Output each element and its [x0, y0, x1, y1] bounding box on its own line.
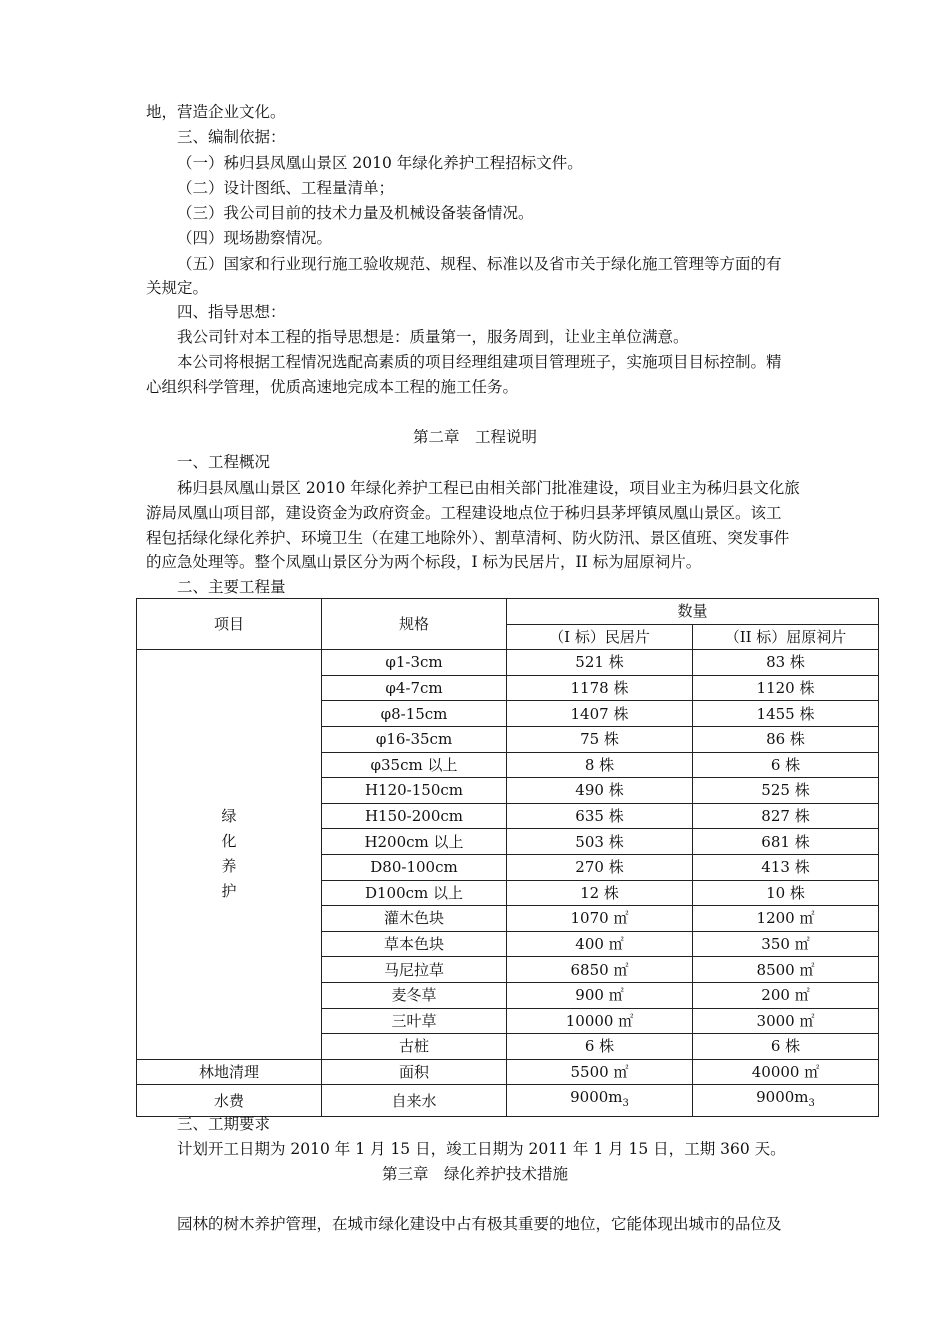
table-row	[137, 650, 879, 676]
group-label-greening	[137, 650, 322, 1060]
lot2-cell: 1455 株	[693, 701, 879, 727]
lot2-cell: 1120 株	[693, 675, 879, 701]
spec-cell: 草本色块	[322, 931, 507, 957]
group-char: 化	[221, 832, 237, 851]
lot1-cell: 75 株	[507, 726, 693, 752]
lot1-cell: 1178 株	[507, 675, 693, 701]
spec-cell: 马尼拉草	[322, 957, 507, 983]
lot2-cell: 200 ㎡	[693, 982, 879, 1008]
quantities-heading: 二、主要工程量	[177, 578, 286, 596]
lot1-cell: 8 株	[507, 752, 693, 778]
lot1-cell: 6 株	[507, 1034, 693, 1060]
lot2-cell: 6 株	[693, 1034, 879, 1060]
spec-cell: H150-200cm	[322, 803, 507, 829]
lot2-value: 9000m	[756, 1088, 809, 1107]
spec-cell: 古桩	[322, 1034, 507, 1060]
quantities-table	[136, 598, 879, 1117]
chapter-2-title: 第二章 工程说明	[412, 428, 537, 446]
lot1-cell: 521 株	[507, 650, 693, 676]
overview-line-2: 游局凤凰山项目部，建设资金为政府资金。工程建设地点位于秭归县茅坪镇凤凰山景区。该工	[146, 504, 782, 522]
chapter-3-paragraph-1: 园林的树木养护管理，在城市绿化建设中占有极其重要的地位，它能体现出城市的品位及	[177, 1215, 782, 1233]
spec-cell: φ1-3cm	[322, 650, 507, 676]
header-item: 项目	[137, 599, 322, 650]
item-cell: 林地清理	[137, 1059, 322, 1085]
spec-cell: H200cm 以上	[322, 829, 507, 855]
spec-cell: φ4-7cm	[322, 675, 507, 701]
overview-heading: 一、工程概况	[177, 453, 271, 471]
header-lot-2: （II 标）屈原祠片	[693, 624, 879, 650]
guide-paragraph-2-line-2: 心组织科学管理，优质高速地完成本工程的施工任务。	[146, 378, 519, 396]
schedule-text: 计划开工日期为 2010 年 1 月 15 日，竣工日期为 2011 年 1 月 15 日，工期 360 天。	[177, 1140, 786, 1158]
unit-superscript: 3	[622, 1098, 629, 1110]
lot2-cell: 10 株	[693, 880, 879, 906]
basis-item-2: （二）设计图纸、工程量清单；	[177, 179, 395, 197]
lot1-cell: 900 ㎡	[507, 982, 693, 1008]
lot1-cell: 635 株	[507, 803, 693, 829]
basis-item-4: （四）现场勘察情况。	[177, 229, 333, 247]
table-row-land-clearing	[137, 1059, 879, 1085]
lot2-cell: 681 株	[693, 829, 879, 855]
lot1-cell: 12 株	[507, 880, 693, 906]
header-quantity: 数量	[507, 599, 879, 625]
lot1-cell: 490 株	[507, 778, 693, 804]
lot2-cell: 86 株	[693, 726, 879, 752]
lot2-cell	[693, 1085, 879, 1117]
lot1-cell: 1407 株	[507, 701, 693, 727]
spec-cell: 三叶草	[322, 1008, 507, 1034]
basis-item-1: （一）秭归县凤凰山景区 2010 年绿化养护工程招标文件。	[177, 154, 583, 172]
guide-paragraph-1: 我公司针对本工程的指导思想是：质量第一，服务周到，让业主单位满意。	[177, 328, 689, 346]
spec-cell: D80-100cm	[322, 854, 507, 880]
spec-cell: D100cm 以上	[322, 880, 507, 906]
basis-item-5: （五）国家和行业现行施工验收规范、规程、标准以及省市关于绿化施工管理等方面的有	[177, 255, 782, 273]
spec-cell: 面积	[322, 1059, 507, 1085]
basis-item-3: （三）我公司目前的技术力量及机械设备装备情况。	[177, 204, 534, 222]
lot2-cell: 8500 ㎡	[693, 957, 879, 983]
group-char: 养	[221, 857, 237, 876]
item-cell: 水费	[137, 1085, 322, 1117]
guide-paragraph-2-line-1: 本公司将根据工程情况选配高素质的项目经理组建项目管理班子，实施项目目标控制。精	[177, 353, 782, 371]
spec-cell: 自来水	[322, 1085, 507, 1117]
overview-line-4: 的应急处理等。整个凤凰山景区分为两个标段，I 标为民居片，II 标为屈原祠片。	[146, 553, 702, 571]
group-char: 护	[221, 882, 237, 901]
unit-superscript: 3	[808, 1098, 815, 1110]
lot1-cell: 270 株	[507, 854, 693, 880]
lot2-cell: 827 株	[693, 803, 879, 829]
lot2-cell: 40000 ㎡	[693, 1059, 879, 1085]
spec-cell: 灌木色块	[322, 906, 507, 932]
guide-heading: 四、指导思想：	[177, 303, 286, 321]
overview-line-3: 程包括绿化绿化养护、环境卫生（在建工地除外）、割草清柯、防火防汛、景区值班、突发事件	[146, 529, 790, 547]
spec-cell: 麦冬草	[322, 982, 507, 1008]
lot2-cell: 350 ㎡	[693, 931, 879, 957]
schedule-heading: 三、工期要求	[177, 1115, 271, 1133]
header-lot-1: （I 标）民居片	[507, 624, 693, 650]
lot2-cell: 413 株	[693, 854, 879, 880]
table-row-water-fee	[137, 1085, 879, 1117]
chapter-3-title: 第三章 绿化养护技术措施	[381, 1165, 568, 1183]
lot1-cell: 400 ㎡	[507, 931, 693, 957]
basis-item-5-cont: 关规定。	[146, 279, 209, 297]
lot1-cell: 6850 ㎡	[507, 957, 693, 983]
lot1-cell	[507, 1085, 693, 1117]
lot2-cell: 525 株	[693, 778, 879, 804]
lot1-value: 9000m	[570, 1088, 623, 1107]
lot2-cell: 83 株	[693, 650, 879, 676]
spec-cell: φ8-15cm	[322, 701, 507, 727]
lot1-cell: 5500 ㎡	[507, 1059, 693, 1085]
group-char: 绿	[221, 807, 237, 826]
intro-line: 地，营造企业文化。	[146, 103, 286, 121]
lot2-cell: 1200 ㎡	[693, 906, 879, 932]
basis-heading: 三、编制依据：	[177, 128, 286, 146]
spec-cell: φ35cm 以上	[322, 752, 507, 778]
spec-cell: φ16-35cm	[322, 726, 507, 752]
header-spec: 规格	[322, 599, 507, 650]
lot2-cell: 6 株	[693, 752, 879, 778]
lot1-cell: 10000 ㎡	[507, 1008, 693, 1034]
lot1-cell: 1070 ㎡	[507, 906, 693, 932]
lot2-cell: 3000 ㎡	[693, 1008, 879, 1034]
overview-line-1: 秭归县凤凰山景区 2010 年绿化养护工程已由相关部门批准建设，项目业主为秭归县文化旅	[177, 479, 800, 497]
lot1-cell: 503 株	[507, 829, 693, 855]
spec-cell: H120-150cm	[322, 778, 507, 804]
